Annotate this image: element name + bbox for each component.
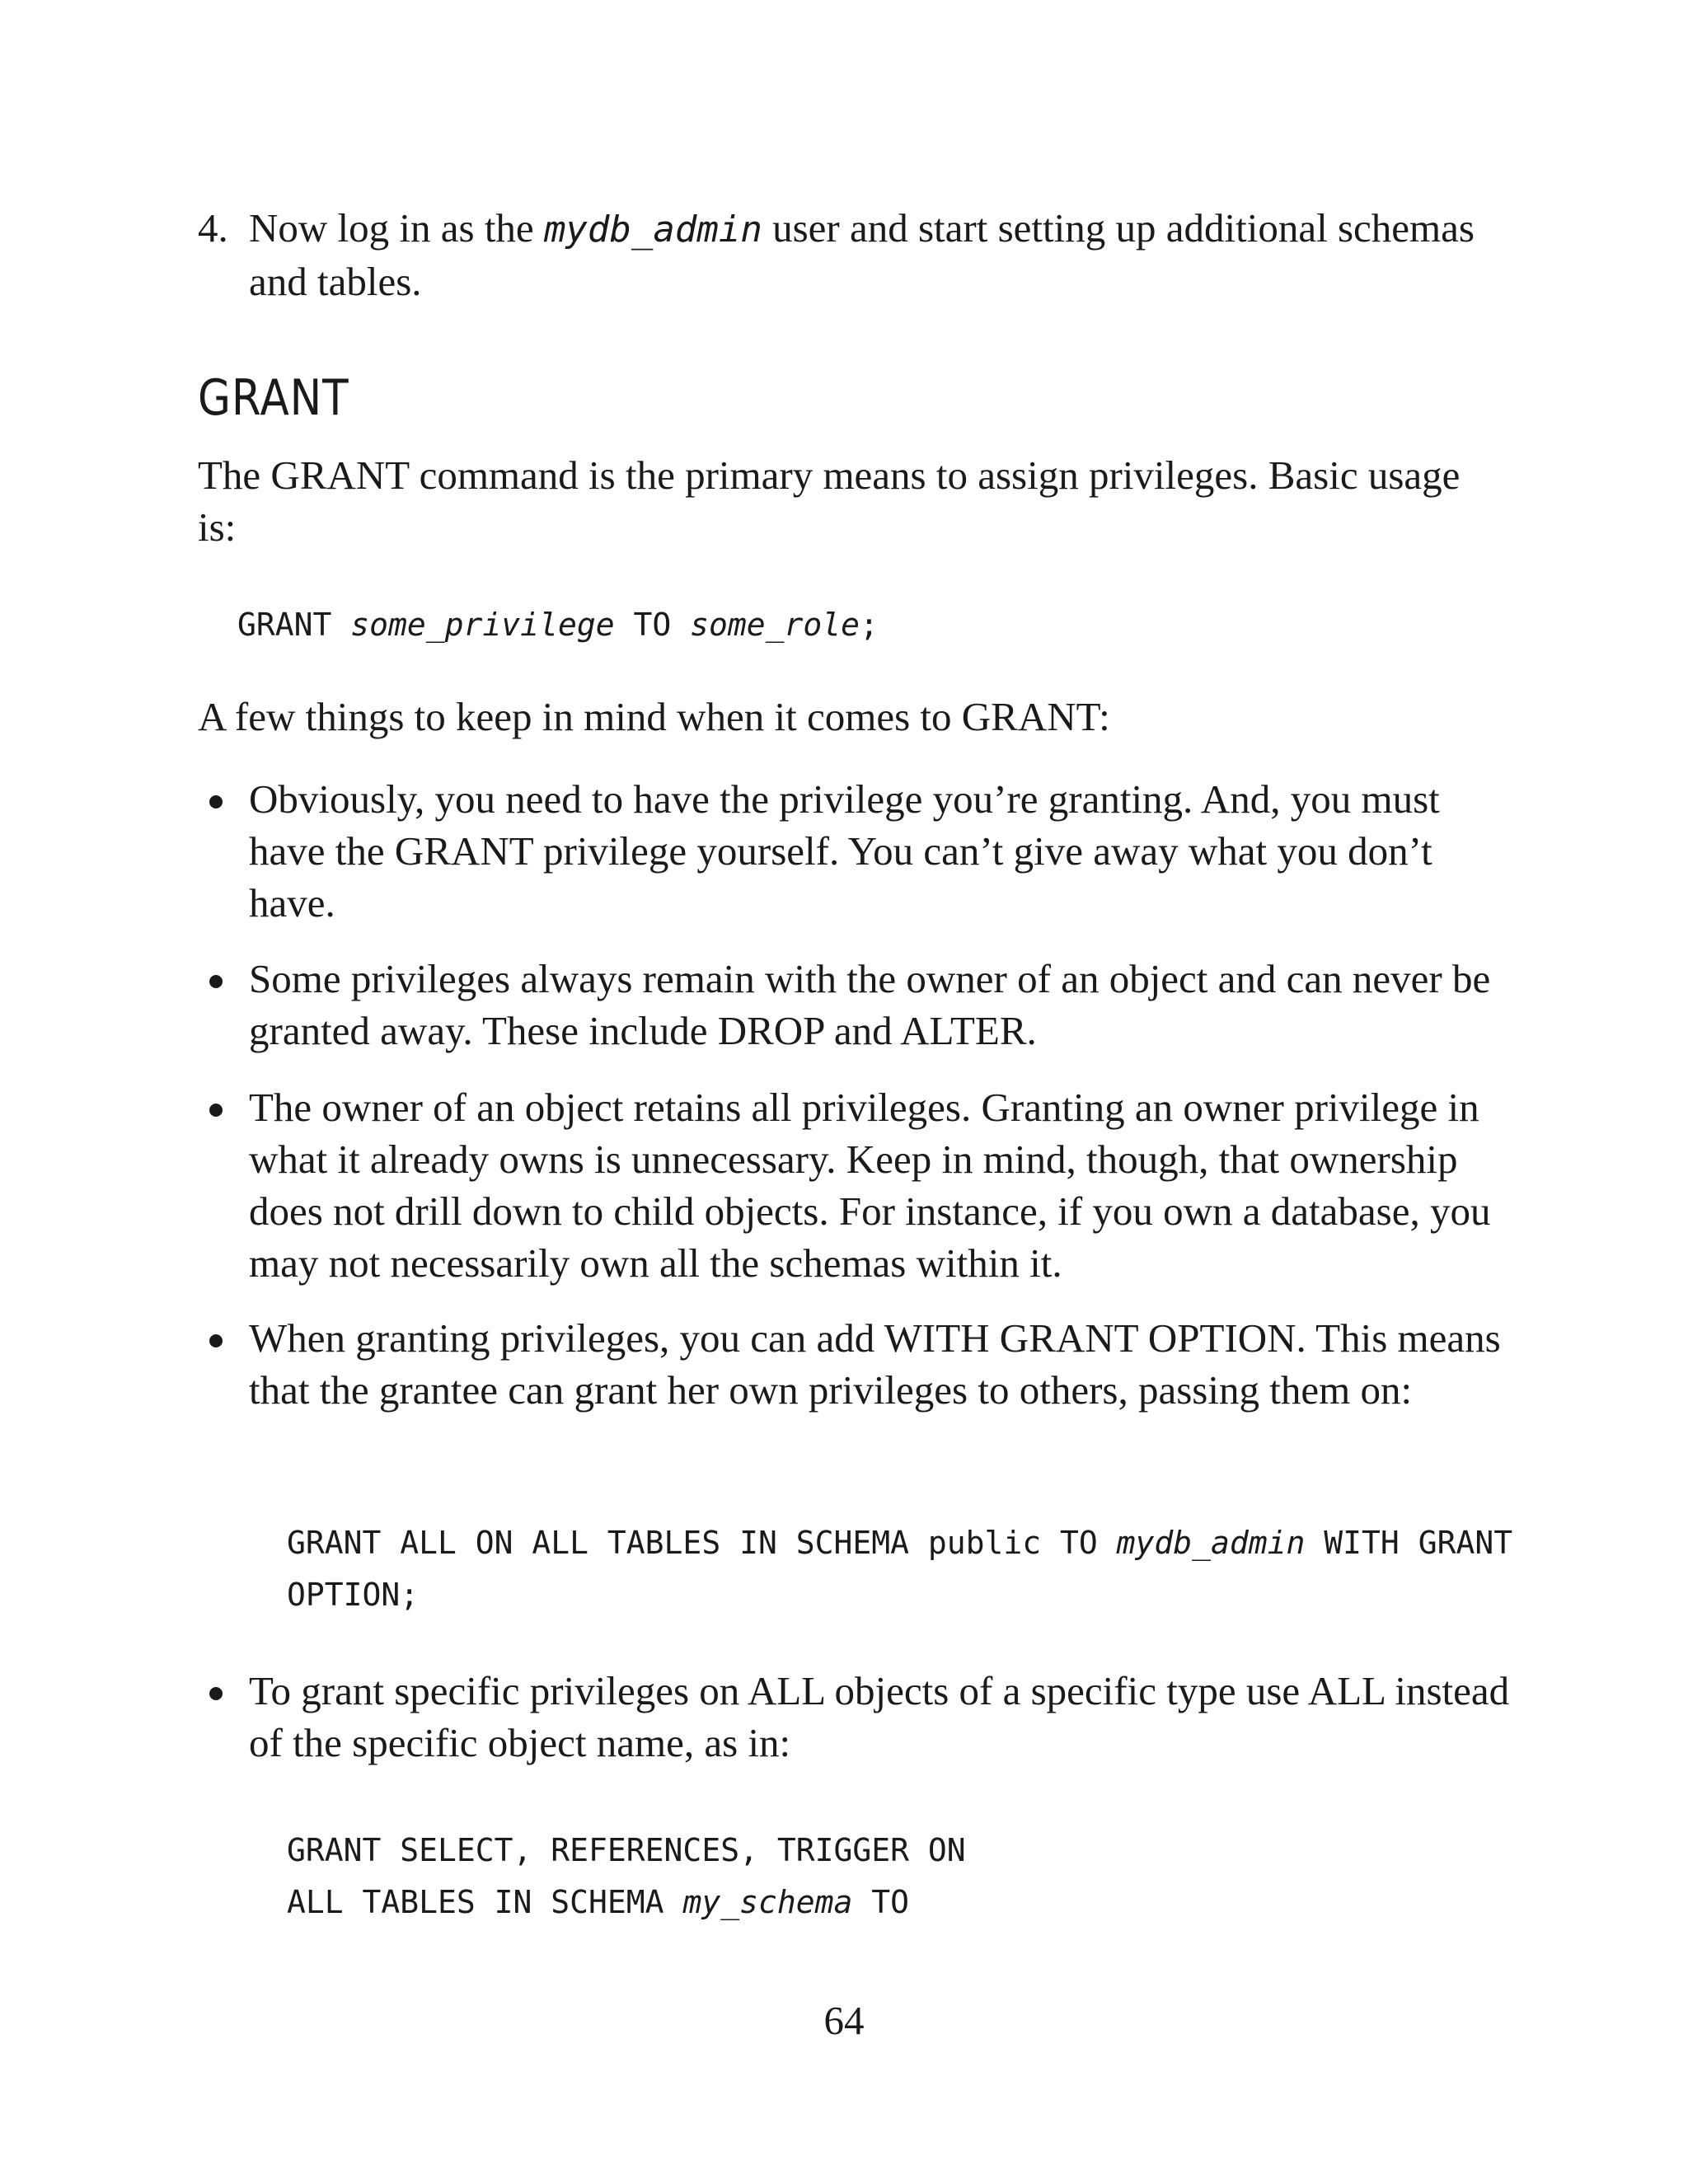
step-code-username: mydb_admin bbox=[543, 209, 762, 251]
list-item bbox=[198, 1081, 1517, 1289]
bullet-icon bbox=[209, 975, 223, 988]
list-item bbox=[198, 953, 1517, 1057]
code-placeholder-privilege: some_privilege bbox=[350, 607, 615, 643]
list-item bbox=[198, 773, 1517, 929]
code-terminator: ; bbox=[860, 607, 879, 643]
code-text: WITH GRANT bbox=[1305, 1525, 1513, 1561]
code-placeholder-user: mydb_admin bbox=[1116, 1525, 1306, 1561]
bullet-icon bbox=[209, 1104, 223, 1117]
list-item bbox=[198, 1665, 1517, 1769]
code-placeholder-schema: my_schema bbox=[682, 1884, 853, 1920]
code-text: ALL TABLES IN SCHEMA bbox=[287, 1884, 683, 1920]
code-block-basic-usage bbox=[237, 599, 879, 651]
bullet-icon bbox=[209, 795, 223, 808]
list-item-text: Obviously, you need to have the privilege you’re granting. And, you must have the GRANT privilege yourself. You can’t give away what you don’t have. bbox=[249, 776, 1440, 926]
code-keyword: GRANT bbox=[237, 607, 351, 643]
page-number: 64 bbox=[823, 1998, 865, 2043]
list-item-text: When granting privileges, you can add WITH GRANT OPTION. This means that the grantee can grant her own privileges to others, passing them on: bbox=[249, 1315, 1501, 1413]
section-heading: GRANT bbox=[198, 369, 349, 427]
bullet-icon bbox=[209, 1687, 223, 1700]
section-intro: The GRANT command is the primary means to assign privileges. Basic usage is: bbox=[198, 452, 1461, 550]
numbered-step bbox=[198, 202, 1500, 307]
code-text: TO bbox=[852, 1884, 909, 1920]
list-item bbox=[198, 1312, 1517, 1416]
code-text: GRANT ALL ON ALL TABLES IN SCHEMA public TO bbox=[287, 1525, 1117, 1561]
list-item-text: To grant specific privileges on ALL objects of a specific type use ALL instead of the specific object name, as in: bbox=[249, 1668, 1510, 1765]
step-text bbox=[249, 202, 1500, 307]
code-text: OPTION; bbox=[287, 1577, 420, 1613]
code-keyword: TO bbox=[614, 607, 691, 643]
bullet-icon bbox=[209, 1334, 223, 1347]
code-block-grant-all-tables bbox=[287, 1825, 966, 1929]
code-block-with-grant-option bbox=[287, 1517, 1512, 1621]
step-text-after: user and start setting up additional schemas and tables. bbox=[249, 205, 1475, 304]
code-text: GRANT SELECT, REFERENCES, TRIGGER ON bbox=[287, 1832, 966, 1868]
list-item-text: The owner of an object retains all privileges. Granting an owner privilege in what it already owns is unnecessary. Keep in mind, though, that ownership does not drill down to child objects. For instance, if you own a database, you may not necessarily own all the schemas within it. bbox=[249, 1085, 1491, 1286]
list-item-text: Some privileges always remain with the owner of an object and can never be granted away. These include DROP and ALTER. bbox=[249, 956, 1491, 1053]
step-text-before: Now log in as the bbox=[249, 205, 544, 251]
step-number: 4. bbox=[198, 205, 228, 251]
code-placeholder-role: some_role bbox=[690, 607, 860, 643]
list-lead-in: A few things to keep in mind when it comes to GRANT: bbox=[198, 694, 1110, 739]
